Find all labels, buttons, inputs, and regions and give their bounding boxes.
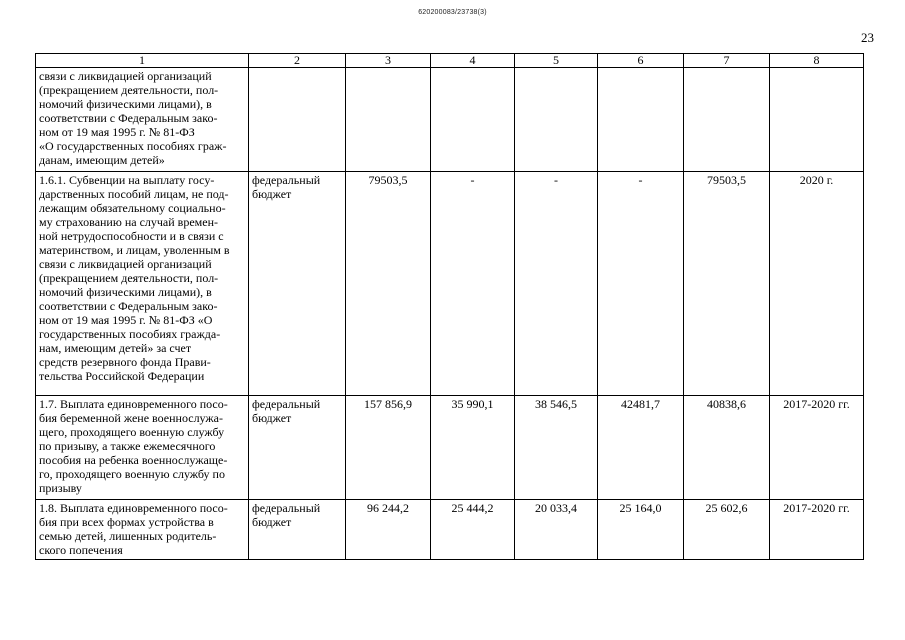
funding-source-cell: федеральный бюджет: [249, 396, 346, 500]
amount-cell: 40838,6: [684, 396, 770, 500]
column-header: 7: [684, 54, 770, 68]
period-cell: 2017-2020 гг.: [770, 396, 864, 500]
amount-cell: 42481,7: [598, 396, 684, 500]
table-row: [36, 68, 864, 172]
amount-cell: 38 546,5: [515, 396, 598, 500]
amount-cell: 25 164,0: [598, 500, 684, 560]
amount-cell: [431, 68, 515, 172]
amount-cell: [515, 68, 598, 172]
table-header-row: [36, 54, 864, 68]
amount-cell: 25 602,6: [684, 500, 770, 560]
amount-cell: 35 990,1: [431, 396, 515, 500]
measure-name-cell: связи с ликвидацией организаций (прекращением деятельности, пол- номочий физическими лицами), в соответствии с Федеральным зако- ном от 19 мая 1995 г. № 81-ФЗ «О государственных пособиях граж- данам, имеющим детей»: [36, 68, 249, 172]
amount-cell: [598, 68, 684, 172]
total-amount-cell: [346, 68, 431, 172]
amount-cell: 25 444,2: [431, 500, 515, 560]
column-header: 3: [346, 54, 431, 68]
amount-cell: 79503,5: [684, 172, 770, 396]
column-header: 6: [598, 54, 684, 68]
column-header: 1: [36, 54, 249, 68]
period-cell: 2017-2020 гг.: [770, 500, 864, 560]
column-header: 5: [515, 54, 598, 68]
total-amount-cell: 96 244,2: [346, 500, 431, 560]
amount-cell: -: [515, 172, 598, 396]
measure-name-cell: 1.6.1. Субвенции на выплату госу- дарственных пособий лицам, не под- лежащим обязательному социально- му страхованию на случай времен- ной нетрудоспособности и в связи с материнством, и лицам, уволенным в связи с ликвидацией организаций (прекращением деятельности, пол- номочий физическими лицами), в соответствии с Федеральным зако- ном от 19 мая 1995 г. № 81-ФЗ «О государственных пособиях гражда- нам, имеющим детей» за счет средств резервного фонда Прави- тельства Российской Федерации: [36, 172, 249, 396]
page-number: 23: [861, 30, 874, 45]
total-amount-cell: 157 856,9: [346, 396, 431, 500]
amount-cell: -: [431, 172, 515, 396]
table-row: [36, 396, 864, 500]
funding-source-cell: [249, 68, 346, 172]
funding-source-cell: федеральный бюджет: [249, 172, 346, 396]
period-cell: 2020 г.: [770, 172, 864, 396]
measure-name-cell: 1.8. Выплата единовременного посо- бия при всех формах устройства в семью детей, лишенных родитель- ского попечения: [36, 500, 249, 560]
table-row: [36, 172, 864, 396]
document-code: 620200083/23738(3): [418, 9, 487, 16]
column-header: 4: [431, 54, 515, 68]
measure-name-cell: 1.7. Выплата единовременного посо- бия беременной жене военнослужа- щего, проходящего военную службу по призыву, а также ежемесячного пособия на ребенка военнослужаще- го, проходящего военную службу по призыву: [36, 396, 249, 500]
amount-cell: [684, 68, 770, 172]
period-cell: [770, 68, 864, 172]
total-amount-cell: 79503,5: [346, 172, 431, 396]
table-row: [36, 500, 864, 560]
column-header: 8: [770, 54, 864, 68]
column-header: 2: [249, 54, 346, 68]
amount-cell: -: [598, 172, 684, 396]
funding-source-cell: федеральный бюджет: [249, 500, 346, 560]
amount-cell: 20 033,4: [515, 500, 598, 560]
budget-table: [35, 53, 864, 560]
